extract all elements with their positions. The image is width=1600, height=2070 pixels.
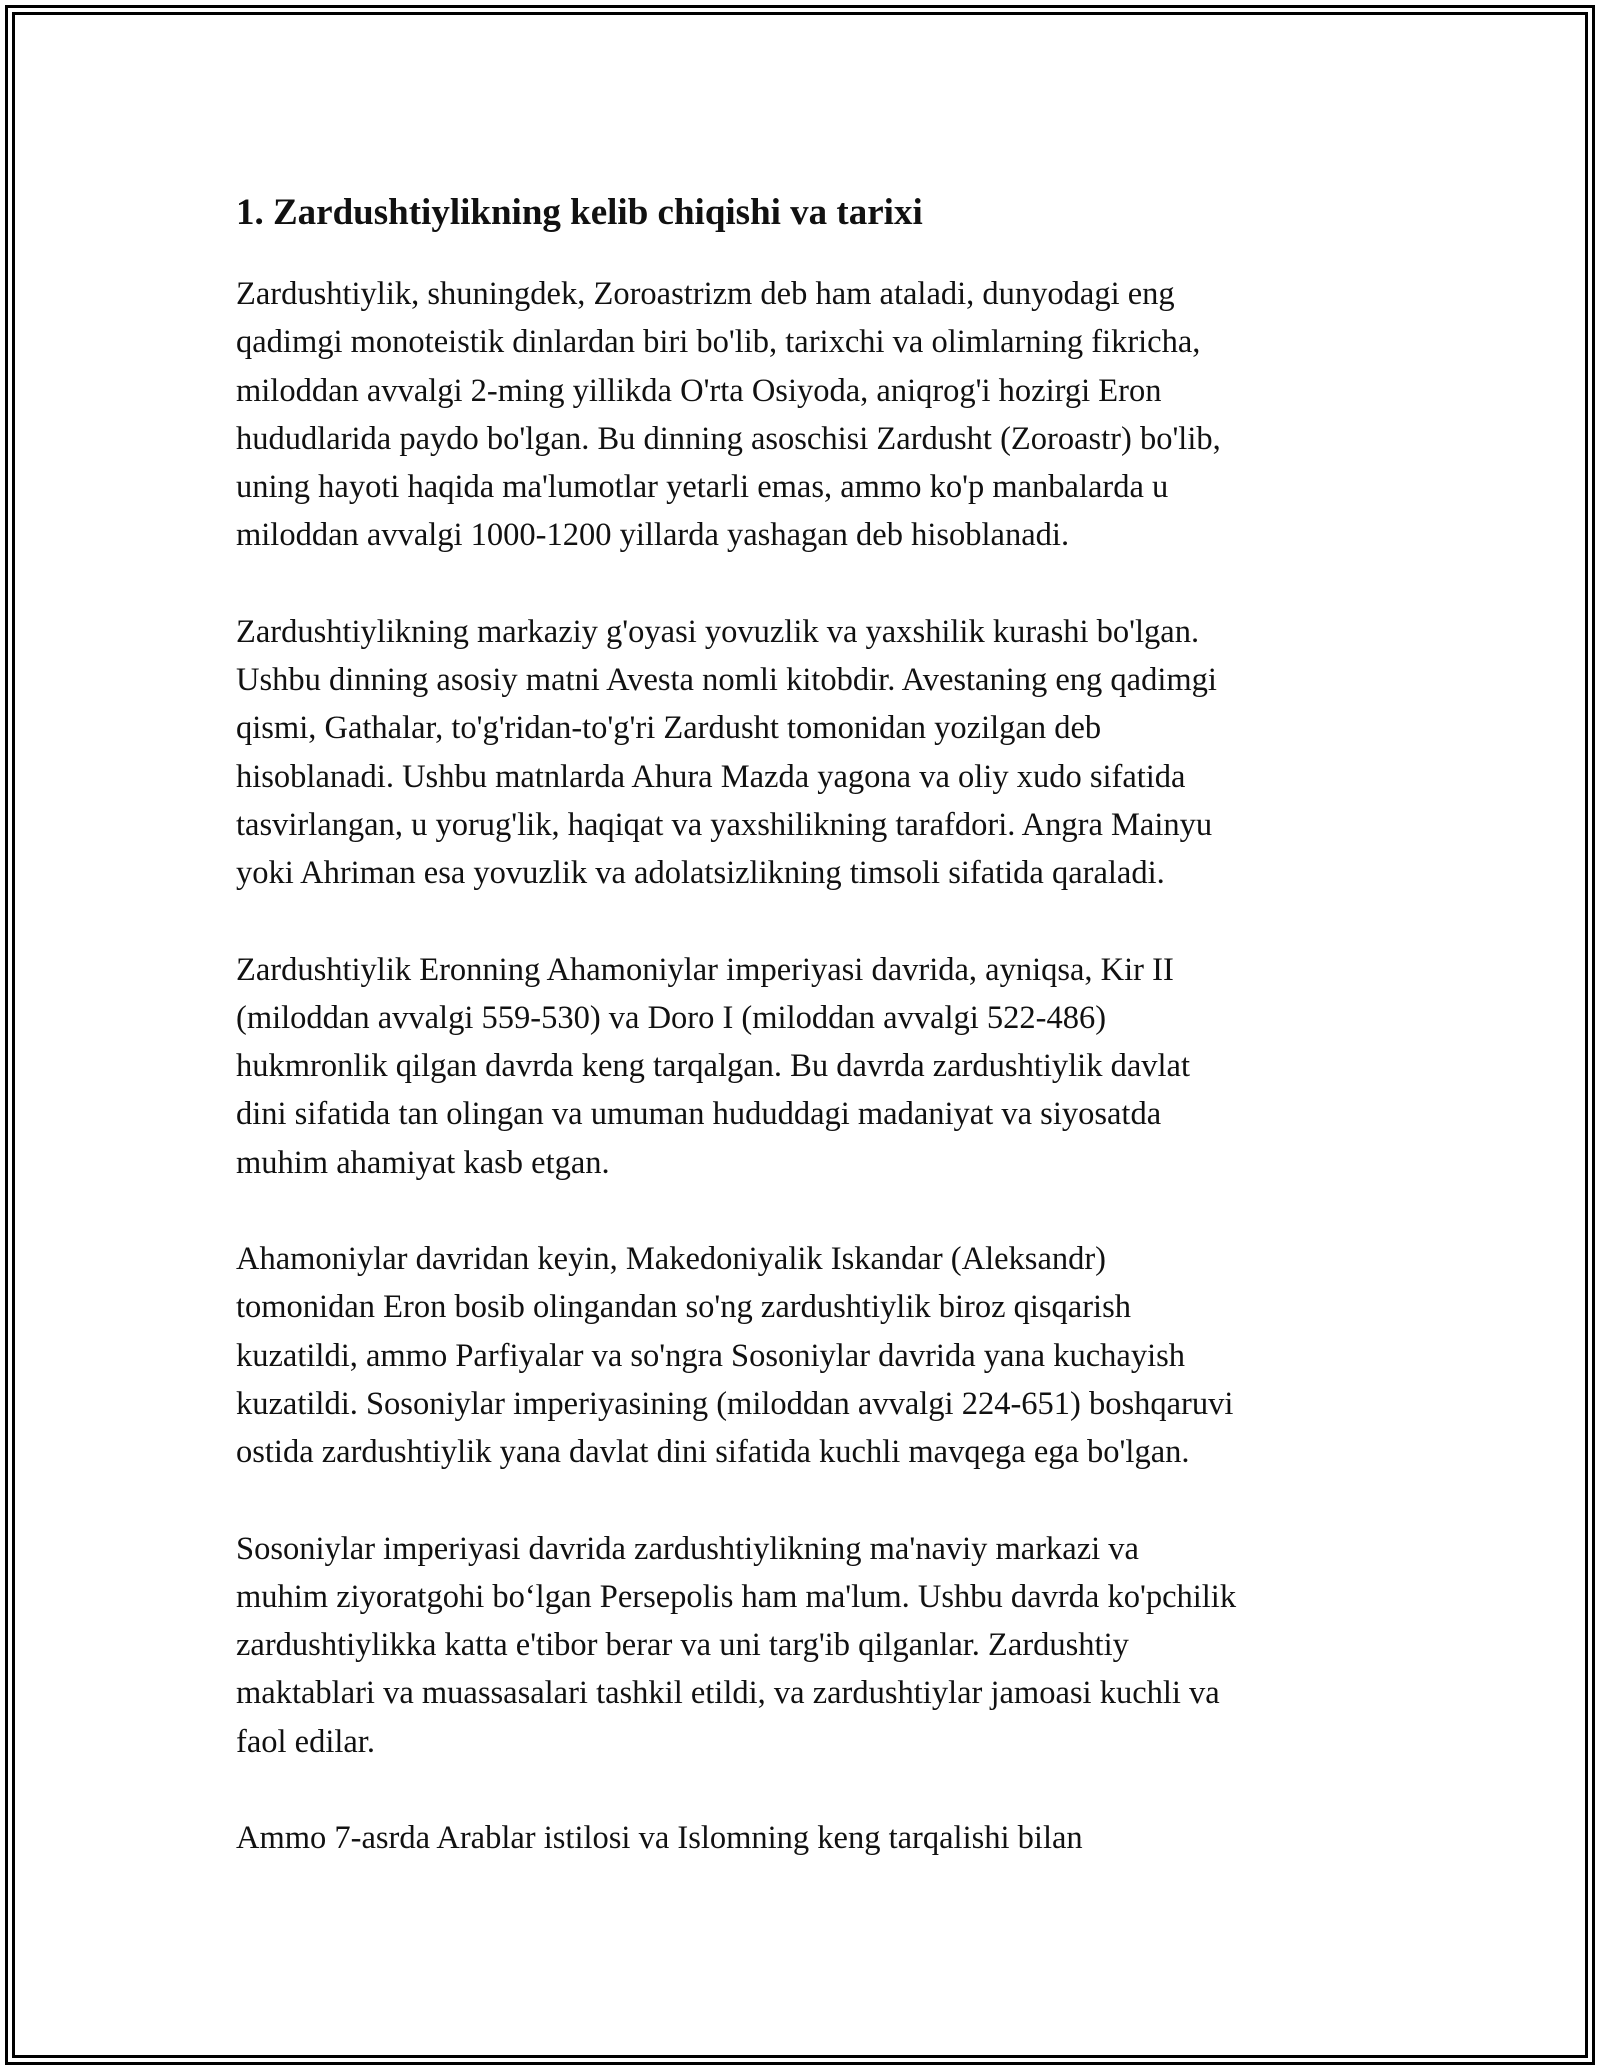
- text-line: Zardushtiylikning markaziy g'oyasi yovuzlik va yaxshilik kurashi bo'lgan.: [236, 613, 1200, 650]
- text-line: Ushbu dinning asosiy matni Avesta nomli kitobdir. Avestaning eng qadimgi: [236, 662, 1217, 699]
- text-line: miloddan avvalgi 2-ming yillikda O'rta Osiyoda, aniqrog'i hozirgi Eron: [236, 372, 1162, 409]
- text-line: kuzatildi, ammo Parfiyalar va so'ngra Sosoniylar davrida yana kuchayish: [236, 1337, 1185, 1374]
- paragraph-2: [236, 608, 1406, 898]
- paragraph-6: [236, 1814, 1406, 1862]
- text-line: Ammo 7-asrda Arablar istilosi va Islomning keng tarqalishi bilan: [236, 1820, 1083, 1857]
- section-heading: 1. Zardushtiylikning kelib chiqishi va tarixi: [236, 192, 923, 233]
- text-line: hisoblanadi. Ushbu matnlarda Ahura Mazda yagona va oliy xudo sifatida: [236, 758, 1186, 795]
- text-line: hududlarida paydo bo'lgan. Bu dinning asoschisi Zardusht (Zoroastr) bo'lib,: [236, 420, 1221, 457]
- text-line: faol edilar.: [236, 1723, 375, 1760]
- paragraph-4: [236, 1235, 1406, 1476]
- paragraph-3: [236, 946, 1406, 1187]
- text-line: (miloddan avvalgi 559-530) va Doro I (miloddan avvalgi 522-486): [236, 999, 1107, 1036]
- paragraph-1: [236, 270, 1406, 560]
- text-line: hukmronlik qilgan davrda keng tarqalgan. Bu davrda zardushtiylik davlat: [236, 1048, 1190, 1085]
- text-line: uning hayoti haqida ma'lumotlar yetarli emas, ammo ko'p manbalarda u: [236, 469, 1169, 506]
- text-line: muhim ziyoratgohi bo‘lgan Persepolis ham ma'lum. Ushbu davrda ko'pchilik: [236, 1578, 1237, 1615]
- text-line: dini sifatida tan olingan va umuman hududdagi madaniyat va siyosatda: [236, 1096, 1162, 1133]
- text-line: tasvirlangan, u yorug'lik, haqiqat va yaxshilikning tarafdori. Angra Mainyu: [236, 806, 1213, 843]
- text-line: ostida zardushtiylik yana davlat dini sifatida kuchli mavqega ega bo'lgan.: [236, 1434, 1190, 1471]
- text-line: tomonidan Eron bosib olingandan so'ng zardushtiylik biroz qisqarish: [236, 1289, 1131, 1326]
- text-line: maktablari va muassasalari tashkil etildi, va zardushtiylar jamoasi kuchli va: [236, 1675, 1220, 1712]
- text-line: yoki Ahriman esa yovuzlik va adolatsizlikning timsoli sifatida qaraladi.: [236, 855, 1165, 892]
- text-line: zardushtiylikka katta e'tibor berar va uni targ'ib qilganlar. Zardushtiy: [236, 1627, 1129, 1664]
- text-line: Zardushtiylik, shuningdek, Zoroastrizm deb ham ataladi, dunyodagi eng: [236, 276, 1175, 312]
- paragraph-5: [236, 1525, 1406, 1766]
- document-body: [236, 188, 1406, 1910]
- text-line: Zardushtiylik Eronning Ahamoniylar imperiyasi davrida, ayniqsa, Kir II: [236, 951, 1174, 988]
- text-line: Sosoniylar imperiyasi davrida zardushtiylikning ma'naviy markazi va: [236, 1530, 1139, 1567]
- text-line: kuzatildi. Sosoniylar imperiyasining (miloddan avvalgi 224-651) boshqaruvi: [236, 1385, 1234, 1422]
- text-line: muhim ahamiyat kasb etgan.: [236, 1144, 610, 1181]
- text-line: Ahamoniylar davridan keyin, Makedoniyalik Iskandar (Aleksandr): [236, 1241, 1107, 1278]
- text-line: qismi, Gathalar, to'g'ridan-to'g'ri Zardusht tomonidan yozilgan deb: [236, 710, 1102, 747]
- text-line: miloddan avvalgi 1000-1200 yillarda yashagan deb hisoblanadi.: [236, 517, 1070, 554]
- text-line: qadimgi monoteistik dinlardan biri bo'lib, tarixchi va olimlarning fikricha,: [236, 324, 1201, 361]
